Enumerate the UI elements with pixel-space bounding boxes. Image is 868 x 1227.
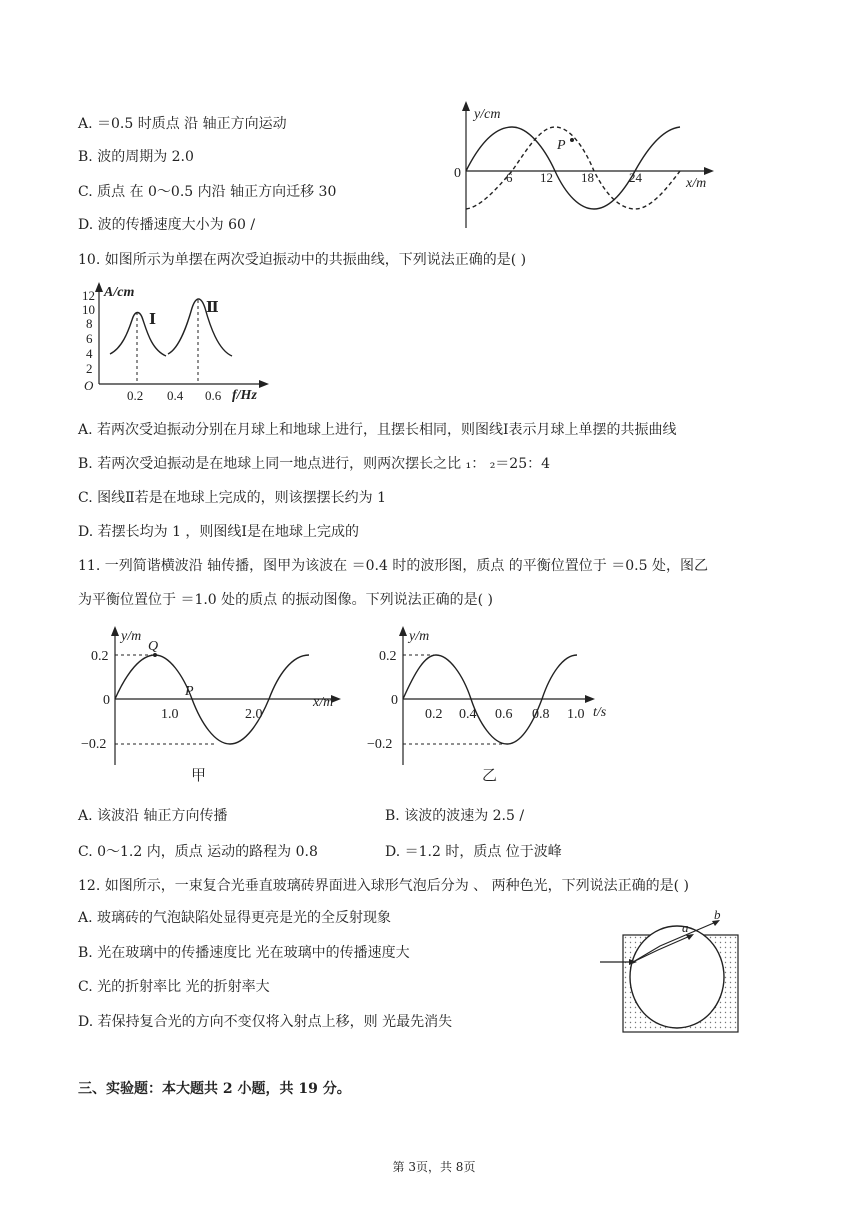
- q10-ytick-2: 2: [86, 361, 93, 376]
- q11a-ylabel: y/m: [121, 629, 142, 644]
- q11b-ypos: 0.2: [379, 649, 397, 664]
- q11a-origin: 0: [103, 693, 110, 708]
- q9-wave-graph: [440, 95, 730, 235]
- q11-option-a: A. 该波沿 轴正方向传播: [78, 808, 228, 824]
- q11b-xtick-02: 0.2: [425, 707, 443, 722]
- q11b-origin: 0: [391, 693, 398, 708]
- q11-option-b: B. 该波的波速为 2.5 /: [385, 808, 525, 824]
- q11-stem-line2: 为平衡位置位于 ＝1.0 处的质点 的振动图像。下列说法正确的是( ): [78, 592, 493, 608]
- q12-bubble-figure: [598, 907, 748, 1035]
- q10-ytick-6: 6: [86, 331, 93, 346]
- q9-label-p: P: [557, 138, 566, 153]
- q11a-yneg: −0.2: [81, 737, 107, 752]
- q9-tick-18: 18: [581, 170, 594, 185]
- q10-ylabel: A/cm: [104, 285, 135, 300]
- q10-curve-2-label: Ⅱ: [206, 300, 219, 316]
- q12-option-c: C. 光的折射率比 光的折射率大: [78, 979, 270, 995]
- q10-option-d: D. 若摆长均为 1 ，则图线Ⅰ是在地球上完成的: [78, 524, 359, 540]
- q11b-xtick-08: 0.8: [532, 707, 550, 722]
- q10-option-c: C. 图线Ⅱ若是在地球上完成的，则该摆摆长约为 1: [78, 490, 386, 506]
- q11a-ypos: 0.2: [91, 649, 109, 664]
- q9-option-c: C. 质点 在 0～0.5 内沿 轴正方向迁移 30: [78, 184, 337, 200]
- q11a-caption: 甲: [191, 768, 207, 784]
- q10-ytick-10: 10: [82, 302, 95, 317]
- q11a-label-q: Q: [148, 639, 159, 654]
- q9-tick-12: 12: [540, 170, 553, 185]
- q11b-xtick-04: 0.4: [459, 707, 477, 722]
- q10-xtick-02: 0.2: [127, 388, 144, 403]
- q10-ytick-4: 4: [86, 346, 93, 361]
- q12-stem: 12. 如图所示，一束复合光垂直玻璃砖界面进入球形气泡后分为 、 两种色光，下列说法正确的是( ): [78, 878, 689, 894]
- q12-label-b: b: [714, 907, 721, 922]
- q9-option-b: B. 波的周期为 2.0: [78, 149, 194, 165]
- page-footer: 第 3页，共 8页: [392, 1160, 476, 1174]
- q10-xtick-06: 0.6: [205, 388, 222, 403]
- q12-option-b: B. 光在玻璃中的传播速度比 光在玻璃中的传播速度大: [78, 945, 410, 961]
- q9-ylabel: y/cm: [474, 107, 501, 122]
- q10-option-a: A. 若两次受迫振动分别在月球上和地球上进行，且摆长相同，则图线Ⅰ表示月球上单摆的共振曲线: [78, 422, 677, 438]
- q11a-label-p: P: [185, 684, 194, 699]
- q11b-yneg: −0.2: [367, 737, 393, 752]
- q11-stem-line1: 11. 一列简谐横波沿 轴传播，图甲为该波在 ＝0.4 时的波形图，质点 的平衡位置位于 ＝0.5 处，图乙: [78, 558, 708, 574]
- q9-point-p: [570, 138, 574, 142]
- q11a-xtick-1: 1.0: [161, 707, 179, 722]
- q10-xlabel: f/Hz: [232, 388, 257, 403]
- q10-resonance-graph: [80, 282, 280, 407]
- q10-curve-1-label: Ⅰ: [149, 312, 157, 328]
- q10-stem: 10. 如图所示为单摆在两次受迫振动中的共振曲线，下列说法正确的是( ): [78, 252, 527, 268]
- q11-graph-a: [75, 620, 365, 790]
- q9-option-d: D. 波的传播速度大小为 60 /: [78, 217, 256, 233]
- q10-option-b: B. 若两次受迫振动是在地球上同一地点进行，则两次摆长之比 ₁： ₂＝25：4: [78, 456, 551, 472]
- q11-option-c: C. 0～1.2 内，质点 运动的路程为 0.8: [78, 844, 318, 860]
- q11b-xtick-10: 1.0: [567, 707, 585, 722]
- q12-label-a: a: [682, 920, 689, 935]
- q9-option-a: A. ＝0.5 时质点 沿 轴正方向运动: [78, 116, 287, 132]
- q9-xlabel: x/m: [686, 176, 707, 191]
- section-3-heading: 三、实验题：本大题共 2 小题，共 19 分。: [78, 1081, 351, 1097]
- q11b-ylabel: y/m: [409, 629, 430, 644]
- q10-origin: O: [84, 378, 94, 393]
- q9-tick-6: 6: [506, 170, 513, 185]
- q12-option-d: D. 若保持复合光的方向不变仅将入射点上移，则 光最先消失: [78, 1014, 453, 1030]
- q11b-xtick-06: 0.6: [495, 707, 513, 722]
- q11b-caption: 乙: [482, 768, 498, 784]
- q11-option-d: D. ＝1.2 时，质点 位于波峰: [385, 844, 562, 860]
- q10-curve-2: [168, 299, 232, 356]
- q10-ytick-8: 8: [86, 316, 93, 331]
- q10-xtick-04: 0.4: [167, 388, 184, 403]
- q10-curve-1: [110, 313, 166, 357]
- q11-graph-b: [365, 620, 625, 790]
- q10-ytick-12: 12: [82, 288, 95, 303]
- q11a-xtick-2: 2.0: [245, 707, 263, 722]
- q11a-xlabel: x/m: [313, 695, 334, 710]
- q9-origin: 0: [454, 166, 461, 181]
- q12-option-a: A. 玻璃砖的气泡缺陷处显得更亮是光的全反射现象: [78, 910, 392, 926]
- q11b-xlabel: t/s: [593, 705, 607, 720]
- q9-tick-24: 24: [629, 170, 642, 185]
